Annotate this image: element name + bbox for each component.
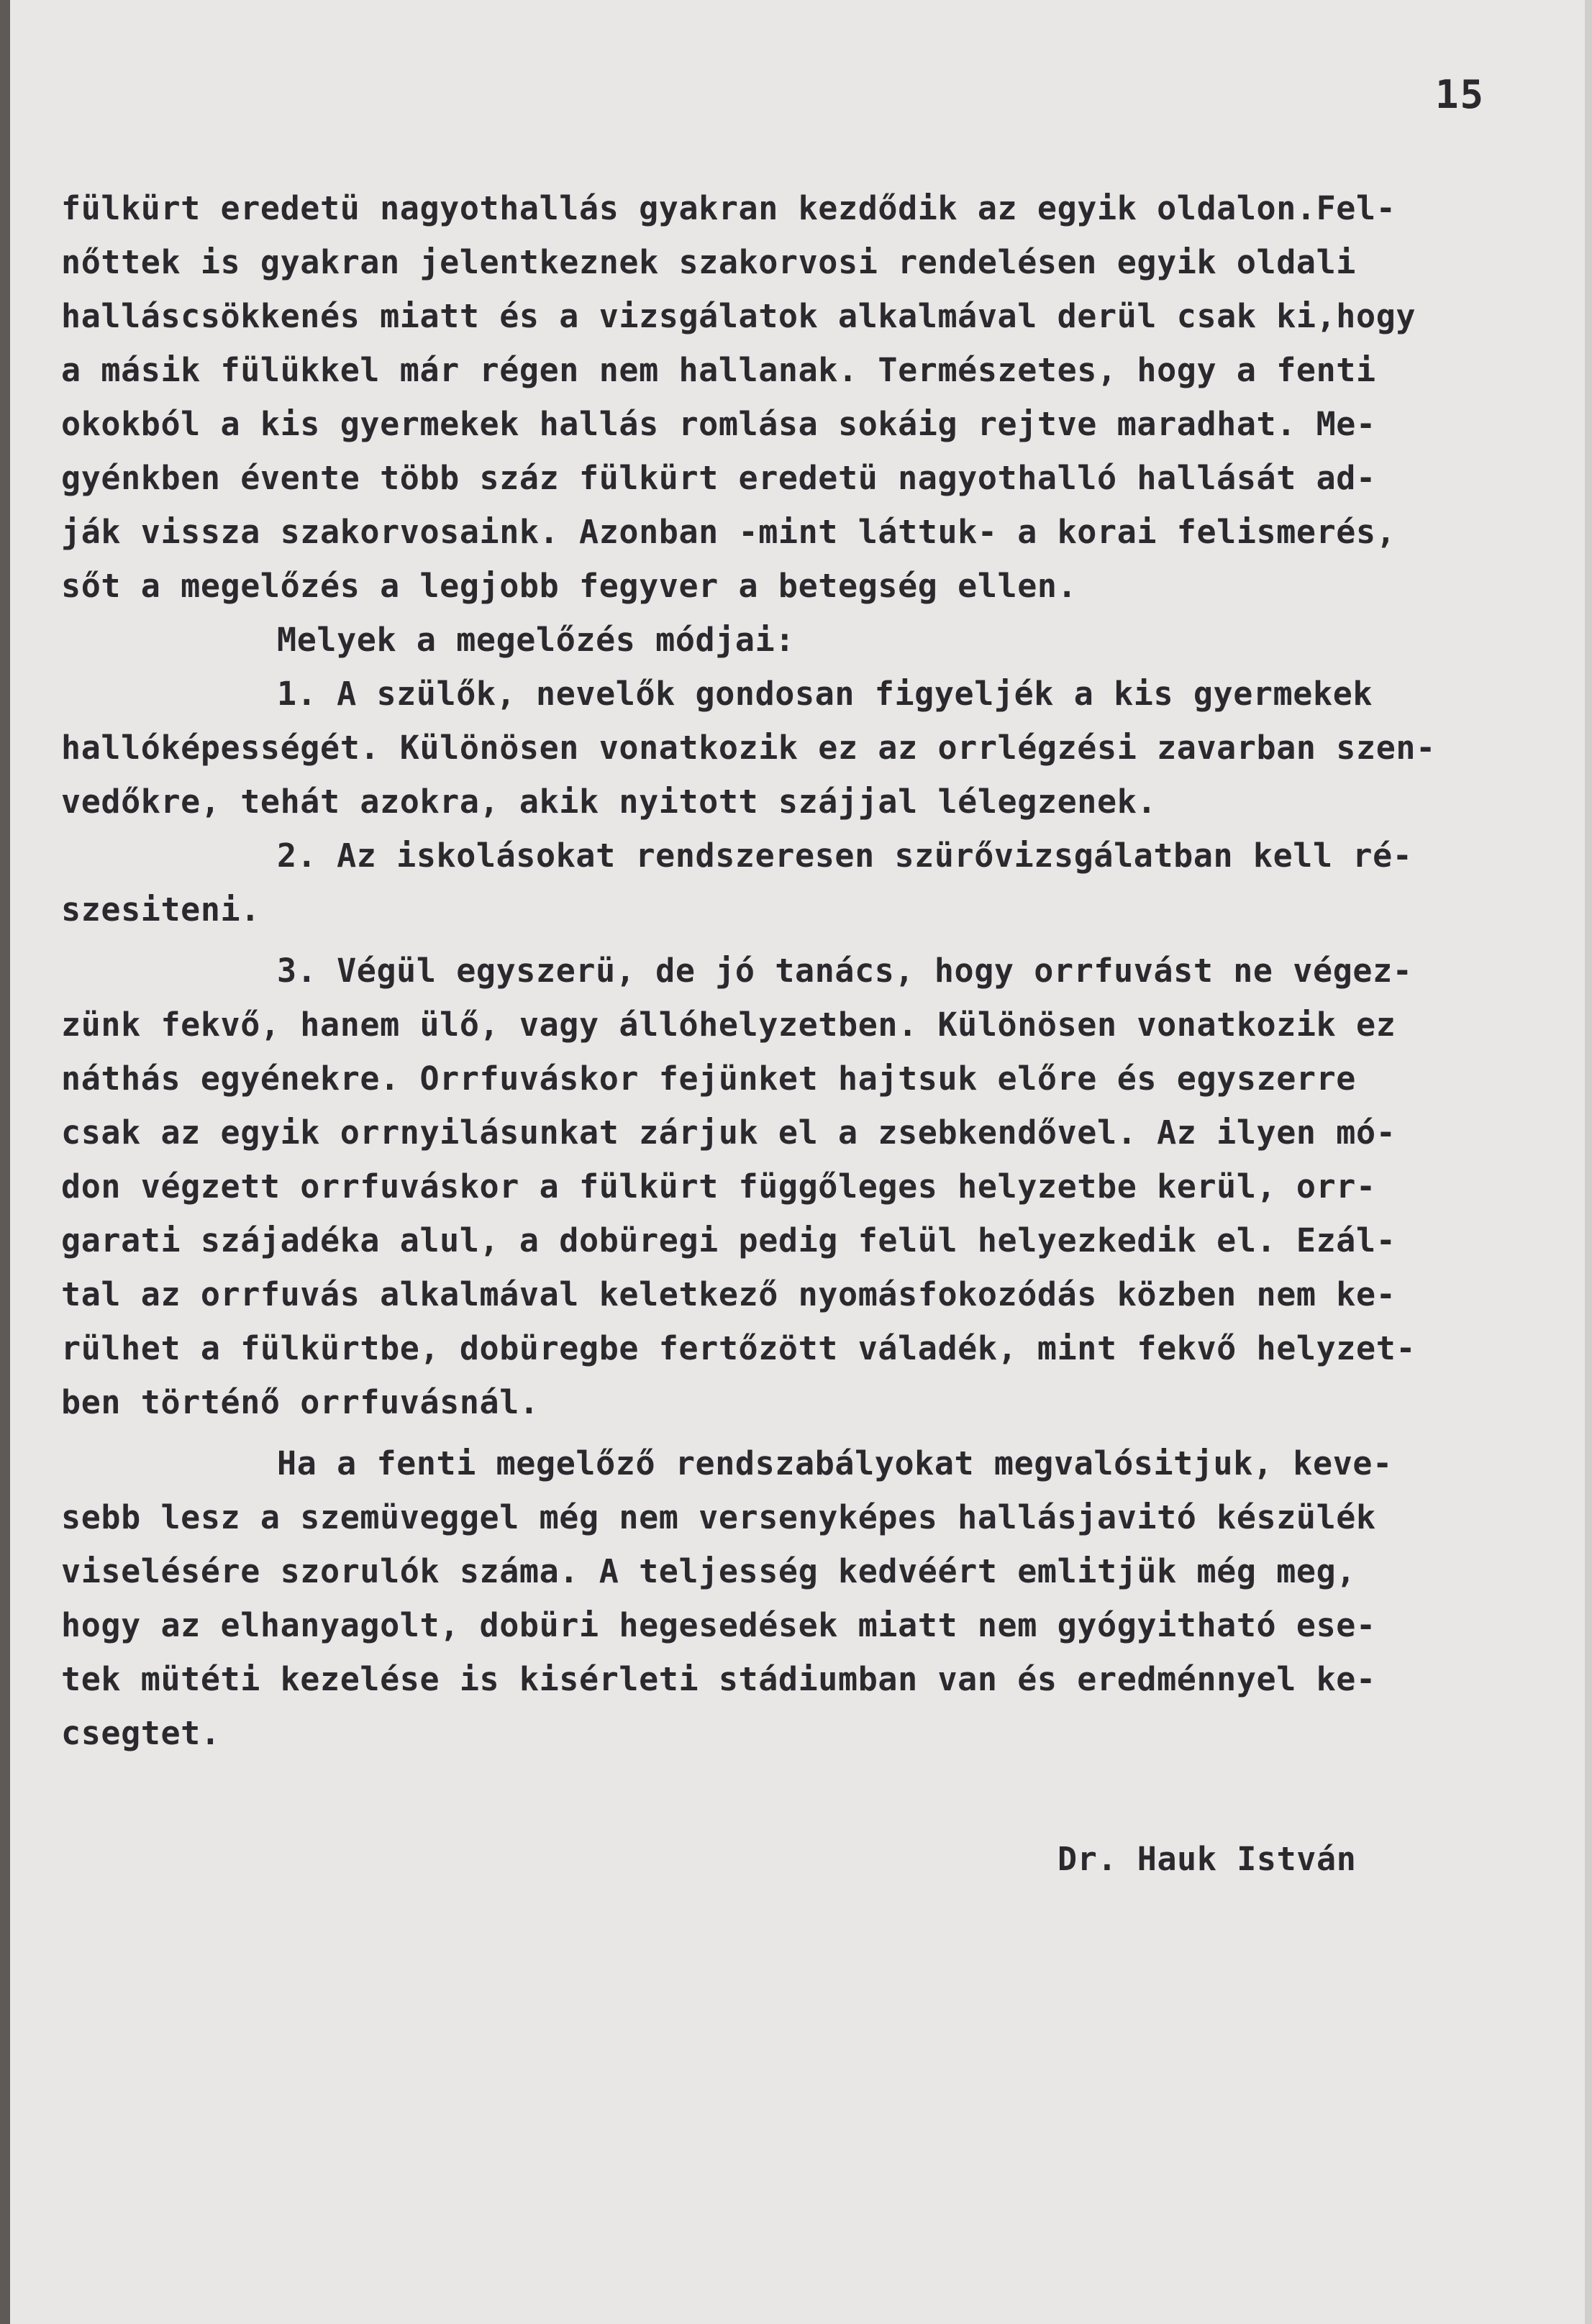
text-line: zünk fekvő, hanem ülő, vagy állóhelyzetben. Különösen vonatkozik ez bbox=[61, 1006, 1396, 1044]
text-line: fülkürt eredetü nagyothallás gyakran kezdődik az egyik oldalon.Fel- bbox=[61, 189, 1396, 227]
text-line: 1. A szülők, nevelők gondosan figyeljék a kis gyermekek bbox=[277, 675, 1373, 713]
text-line: sebb lesz a szemüveggel még nem versenyképes hallásjavitó készülék bbox=[61, 1498, 1376, 1536]
text-line: ják vissza szakorvosaink. Azonban -mint láttuk- a korai felismerés, bbox=[61, 513, 1396, 551]
text-line: Ha a fenti megelőző rendszabályokat megvalósitjuk, keve- bbox=[277, 1444, 1393, 1482]
text-line: rülhet a fülkürtbe, dobüregbe fertőzött váladék, mint fekvő helyzet- bbox=[61, 1329, 1416, 1367]
text-line: nőttek is gyakran jelentkeznek szakorvosi rendelésen egyik oldali bbox=[61, 243, 1356, 281]
page-number: 15 bbox=[1435, 72, 1486, 117]
page-right-shadow bbox=[1585, 0, 1592, 2324]
text-line: Melyek a megelőzés módjai: bbox=[277, 621, 795, 659]
text-line: sőt a megelőzés a legjobb fegyver a betegség ellen. bbox=[61, 567, 1078, 605]
text-line: vedőkre, tehát azokra, akik nyitott szájjal lélegzenek. bbox=[61, 783, 1157, 821]
text-line: náthás egyénekre. Orrfuváskor fejünket hajtsuk előre és egyszerre bbox=[61, 1060, 1356, 1098]
text-line: viselésére szorulók száma. A teljesség kedvéért emlitjük még meg, bbox=[61, 1552, 1356, 1590]
author-signature: Dr. Hauk István bbox=[1057, 1840, 1357, 1878]
text-line: tal az orrfuvás alkalmával keletkező nyomásfokozódás közben nem ke- bbox=[61, 1275, 1396, 1313]
text-line: halláscsökkenés miatt és a vizsgálatok alkalmával derül csak ki,hogy bbox=[61, 297, 1416, 335]
text-line: okokból a kis gyermekek hallás romlása sokáig rejtve maradhat. Me- bbox=[61, 405, 1376, 443]
text-line: 3. Végül egyszerü, de jó tanács, hogy orrfuvást ne végez- bbox=[277, 952, 1413, 990]
text-line: csegtet. bbox=[61, 1714, 221, 1752]
text-line: a másik fülükkel már régen nem hallanak. Természetes, hogy a fenti bbox=[61, 351, 1376, 389]
text-line: tek mütéti kezelése is kisérleti stádiumban van és eredménnyel ke- bbox=[61, 1660, 1376, 1698]
text-line: ben történő orrfuvásnál. bbox=[61, 1383, 540, 1421]
text-line: szesiteni. bbox=[61, 890, 260, 929]
text-line: hogy az elhanyagolt, dobüri hegesedések miatt nem gyógyitható ese- bbox=[61, 1606, 1376, 1644]
text-line: don végzett orrfuváskor a fülkürt függőleges helyzetbe kerül, orr- bbox=[61, 1167, 1376, 1206]
text-line: 2. Az iskolásokat rendszeresen szürővizsgálatban kell ré- bbox=[277, 837, 1413, 875]
text-line: gyénkben évente több száz fülkürt eredetü nagyothalló hallását ad- bbox=[61, 459, 1376, 497]
page-left-edge bbox=[0, 0, 10, 2324]
text-line: csak az egyik orrnyilásunkat zárjuk el a zsebkendővel. Az ilyen mó- bbox=[61, 1113, 1396, 1152]
text-line: hallóképességét. Különösen vonatkozik ez az orrlégzési zavarban szen- bbox=[61, 729, 1436, 767]
text-line: garati szájadéka alul, a dobüregi pedig felül helyezkedik el. Ezál- bbox=[61, 1221, 1396, 1259]
